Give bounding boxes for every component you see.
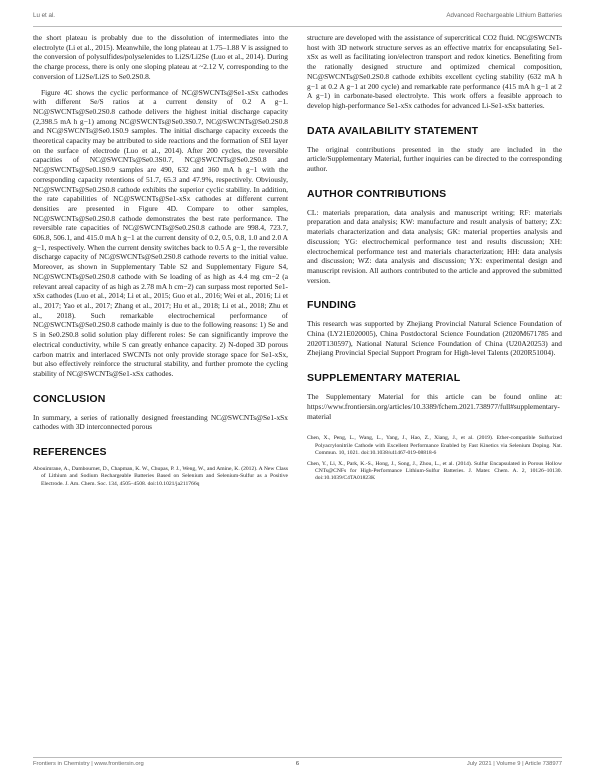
conclusion-heading: CONCLUSION [33, 392, 106, 405]
data-availability-text: The original contributions presented in the study are included in the article/Supplementary Material, further inquiries can be directed to the corresponding author. [307, 144, 562, 174]
paragraph-summary: structure are developed with the assistance of supercritical CO2 fluid. NC@SWCNTs host with 3D network structure serves as an effective matrix for encapsulating Se1-xSx as well as facilitating ion/electron transport and redox kinetics. Benefiting from the rationally designed structure and optimized chemical composition, NC@SWCNTs@Se0.2S0.8 cathode exhibits excellent cycling stability (632 mA h g−1 at 0.2 A g−1 at 200 cycle) and remarkable rate performance (415 mA h g−1 at 2 A g−1) in carbonate-based electrolyte. This work offers a feasible approach to develop high-performance Se1-xSx cathodes for advanced Li-Se1-xSx batteries. [307, 33, 562, 110]
supplementary-text[interactable]: The Supplementary Material for this article can be found online at: https://www.frontiersin.org/articles/10.3389/fchem.2021.738977/full#supplementary-material [307, 392, 562, 421]
footer-journal[interactable]: Frontiers in Chemistry | www.frontiersin.org [33, 761, 144, 767]
footer-divider [33, 757, 562, 758]
reference-item: Chen, Y., Li, X., Park, K.-S., Hong, J., Song, J., Zhou, L., et al. (2014). Sulfur Encapsulated in Porous Hollow CNTs@CNFs for High-Performance Lithium-Sulfur Batteries. J. Mater. Chem. A. 2, 10126–10130. doi:10.1039/C4TA01823K [307, 460, 562, 482]
data-availability-heading: DATA AVAILABILITY STATEMENT [307, 124, 479, 137]
header-authors: Lu et al. [33, 12, 56, 19]
funding-text: This research was supported by Zhejiang Provincial Natural Science Foundation of China (LY21E020005), China Postdoctoral Science Foundation (2020M671785 and 2020T130597), National Natural Science Foundation of China (U20A20253) and Zhejiang Provincial Special Support Program for High-level Talents (2020R51004). [307, 319, 562, 358]
funding-heading: FUNDING [307, 299, 357, 312]
supplementary-heading: SUPPLEMENTARY MATERIAL [307, 372, 461, 385]
header-journal-section: Advanced Rechargeable Lithium Batteries [446, 12, 562, 19]
footer-issue-info: July 2021 | Volume 9 | Article 738977 [466, 761, 562, 767]
paragraph-plateau: the short plateau is probably due to the dissolution of intermediates into the electrolyte (Li et al., 2015). Meanwhile, the long plateau at 1.75–1.88 V is assigned to the conversion of polysulfides/polyselenides to Li2S/Li2Se (Luo et al., 2014). During the charge process, there is only one sloping plateau at ~2.12 V, corresponding to the conversion of Li2Se/Li2S to Se0.2S0.8. [33, 33, 288, 81]
running-header [33, 12, 562, 24]
references-heading: REFERENCES [33, 446, 107, 459]
paragraph-cyclic-performance: Figure 4C shows the cyclic performance of NC@SWCNTs@Se1-xSx cathodes with different Se/S ratios at a current density of 0.2 A g−1. NC@SWCNTs@Se0.2S0.8 cathode delivers the highest initial discharge capacity (2,398.5 mA h g−1) among NC@SWCNTs@Se0.3S0.7, NC@SWCNTs@Se0.2S0.8 and NC@SWCNTs@Se0.1S0.9 samples. The initial discharge capacity exceeds the theoretical capacity may be attributed to side reactions and the formation of SEI layer on the surface of electrode (Luo et al., 2014). After 200 cycles, the reversible capacities of NC@SWCNTs@Se0.3S0.7, NC@SWCNTs@Se0.2S0.8 and NC@SWCNTs@Se0.1S0.9 samples are 490, 632 and 360 mA h g−1 with the corresponding capacity retentions of 51.7, 65.3 and 47.9%, respectively. Obviously, NC@SWCNTs@Se0.2S0.8 cathode exhibits the superior cyclic stability. In addition, the rate capabilities of NC@SWCNTs@Se1-xSx cathodes at different current densities are presented in Figure 4D. Compare to other samples, NC@SWCNTs@Se0.2S0.8 cathode demonstrates the best rate performance. The reversible rate capacities of NC@SWCNTs@Se0.2S0.8 cathode are 998.4, 723.7, 606.8, 506.1, and 415.0 mA h g−1 at the current density of 0.2, 0.5, 0.8, 1.0 and 2.0 A g−1, respectively. When the current density switches back to 0.5 A g−1, the reversible discharge capacity of NC@SWCNTs@Se0.2S0.8 cathode reverts to the initial value. Moreover, as shown in Supplementary Table S2 and Supplementary Figure S4, NC@SWCNTs@Se0.2S0.8 cathode with Se loading of as high as 4.4 mg cm−2 (a relevant areal capacity of as high as 2.78 mA h cm−2) can surpass most reported Se1-xSx cathodes (Luo et al., 2014; Li et al., 2015; Guo et al., 2016; Wei et al., 2016; Li et al., 2017; Yao et al., 2017; Zhang et al., 2017; Hu et al., 2018; Li et al., 2018; Zhu et al., 2018). Such remarkable electrochemical performance of NC@SWCNTs@Se0.2S0.8 cathode mainly is due to the following reasons: 1) Se and S in Se0.2S0.8 solid solution play different roles: Se can significantly improve the electrical conductivity, while S can greatly enhance capacity. 2) N-doped 3D porous carbon matrix and interlaced SWCNTs not only provide storage space for Se1-xSx, but also effectively reinforce the structural stability, and further promote the cycling stability of NC@SWCNTs@Se1-xSx cathodes. [33, 87, 288, 378]
author-contributions-text: CL: materials preparation, data analysis and manuscript writing; RF: materials preparation and data analysis; KW: manufacture and result analysis of battery; ZX: materials characterization and data analysis; GK: material properties analysis and discussion; YG: electrochemical performance test and results discussion; XH: electrochemical performance test and materials characterization; HH: data analysis and discussion; WZ: data analysis and discussion; YX: experimental design and manuscript revision. All authors contributed to the article and approved the submitted version. [307, 207, 562, 285]
page-number: 6 [295, 761, 300, 767]
left-column [33, 33, 288, 491]
conclusion-text: In summary, a series of rationally designed freestanding NC@SWCNTs@Se1-xSx cathodes with 3D interconnected porous [33, 412, 288, 432]
reference-item: Abouimrane, A., Dambournet, D., Chapman, K. W., Chupas, P. J., Weng, W., and Amine, K. (2012). A New Class of Lithium and Sodium Rechargeable Batteries Based on Selenium and Selenium-Sulfur as a Positive Electrode. J. Am. Chem. Soc. 134, 4505–4508. doi:10.1021/ja211766q [33, 466, 288, 487]
author-contributions-heading: AUTHOR CONTRIBUTIONS [307, 187, 447, 200]
right-column [307, 33, 562, 486]
reference-item: Chen, X., Peng, L., Wang, L., Yang, J., Hao, Z., Xiang, J., et al. (2019). Ether-compatible Sulfurized Polyacrylonitrile Cathode with Excellent Performance Enabled by Fast Kinetics via Selenium Doping. Nat. Commun. 10, 1021. doi:10.1038/s41467-019-08818-6 [307, 435, 562, 457]
header-divider [33, 26, 562, 27]
page-footer [33, 761, 562, 771]
